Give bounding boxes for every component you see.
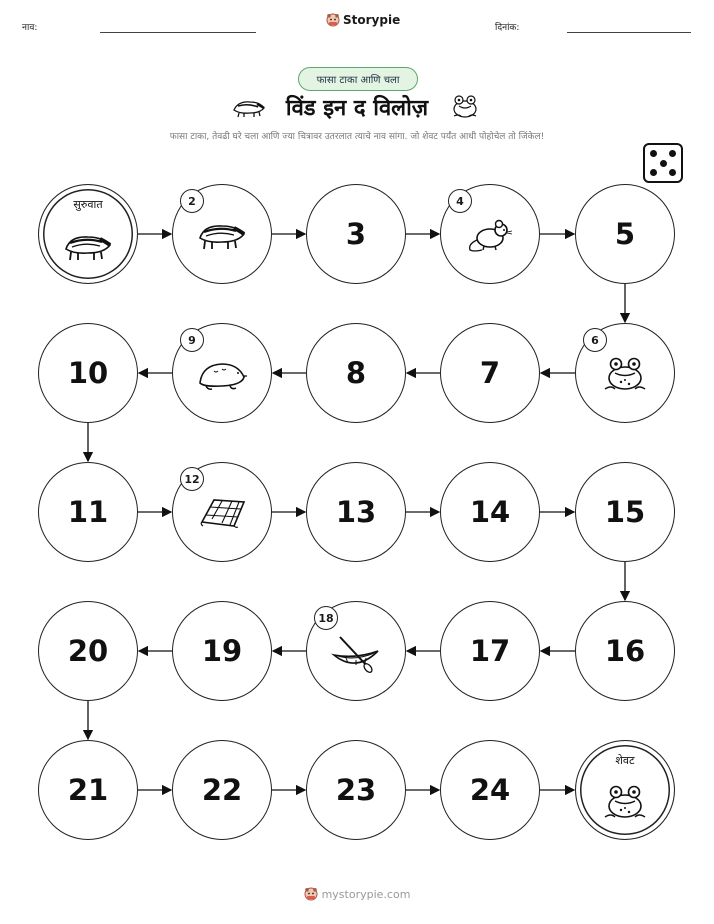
space-number: 15 [604, 495, 646, 529]
date-label: दिनांक: [495, 23, 520, 33]
board-space-16[interactable] [575, 601, 675, 701]
board-space-4[interactable] [440, 184, 540, 284]
board-space-21[interactable] [38, 740, 138, 840]
footer [0, 887, 714, 901]
board-space-11[interactable] [38, 462, 138, 562]
mouse-icon [462, 212, 518, 256]
board-space-10[interactable] [38, 323, 138, 423]
board-space-7[interactable] [440, 323, 540, 423]
board-space-5[interactable] [575, 184, 675, 284]
board-space-6[interactable] [575, 323, 675, 423]
space-number: 21 [67, 773, 109, 807]
board-space-24[interactable] [440, 740, 540, 840]
space-number: 24 [469, 773, 511, 807]
brand-name: Storypie [343, 13, 401, 27]
start-label: सुरुवात [73, 198, 103, 211]
picnic-blanket-icon [194, 490, 250, 534]
storypie-mascot-icon [304, 887, 318, 901]
page-title: विंड इन द विलोज़ [285, 96, 429, 121]
board-space-3[interactable] [306, 184, 406, 284]
space-number: 23 [335, 773, 377, 807]
game-type-pill: फासा टाका आणि चला [298, 67, 418, 91]
space-number: 3 [345, 217, 367, 251]
toad-icon [597, 779, 653, 823]
board-space-9[interactable] [172, 323, 272, 423]
board-space-18[interactable] [306, 601, 406, 701]
start-space[interactable] [38, 184, 138, 284]
space-number: 17 [469, 634, 511, 668]
board-space-15[interactable] [575, 462, 675, 562]
space-number: 19 [201, 634, 243, 668]
board-space-14[interactable] [440, 462, 540, 562]
space-number: 14 [469, 495, 511, 529]
badger-icon [60, 223, 116, 267]
space-number: 10 [67, 356, 109, 390]
instructions: फासा टाका, तेवढी घरे चला आणि ज्या चित्रावर उतरलात त्याचे नाव सांगा. जो शेवट पर्यंत आधी पोहोचेल तो जिंकेल! [169, 132, 545, 142]
rowboat-icon [328, 629, 384, 673]
footer-url[interactable]: mystorypie.com [321, 887, 411, 901]
board-space-23[interactable] [306, 740, 406, 840]
space-number: 8 [345, 356, 367, 390]
badger-icon [194, 212, 250, 256]
space-number-badge: 12 [180, 467, 204, 491]
mole-icon [194, 351, 250, 395]
board-space-13[interactable] [306, 462, 406, 562]
space-number-badge: 4 [448, 189, 472, 213]
space-number: 11 [67, 495, 109, 529]
finish-label: शेवट [615, 754, 635, 767]
space-number: 20 [67, 634, 109, 668]
space-number-badge: 18 [314, 606, 338, 630]
space-number-badge: 6 [583, 328, 607, 352]
space-number: 13 [335, 495, 377, 529]
space-number: 7 [479, 356, 501, 390]
name-label: नाव: [22, 23, 38, 33]
board-space-2[interactable] [172, 184, 272, 284]
board-space-8[interactable] [306, 323, 406, 423]
toad-icon [597, 351, 653, 395]
space-number-badge: 9 [180, 328, 204, 352]
space-number: 22 [201, 773, 243, 807]
board-space-17[interactable] [440, 601, 540, 701]
finish-space[interactable] [575, 740, 675, 840]
space-number: 16 [604, 634, 646, 668]
board-space-20[interactable] [38, 601, 138, 701]
space-number: 5 [614, 217, 636, 251]
board-space-22[interactable] [172, 740, 272, 840]
space-number-badge: 2 [180, 189, 204, 213]
board-space-19[interactable] [172, 601, 272, 701]
board-space-12[interactable] [172, 462, 272, 562]
